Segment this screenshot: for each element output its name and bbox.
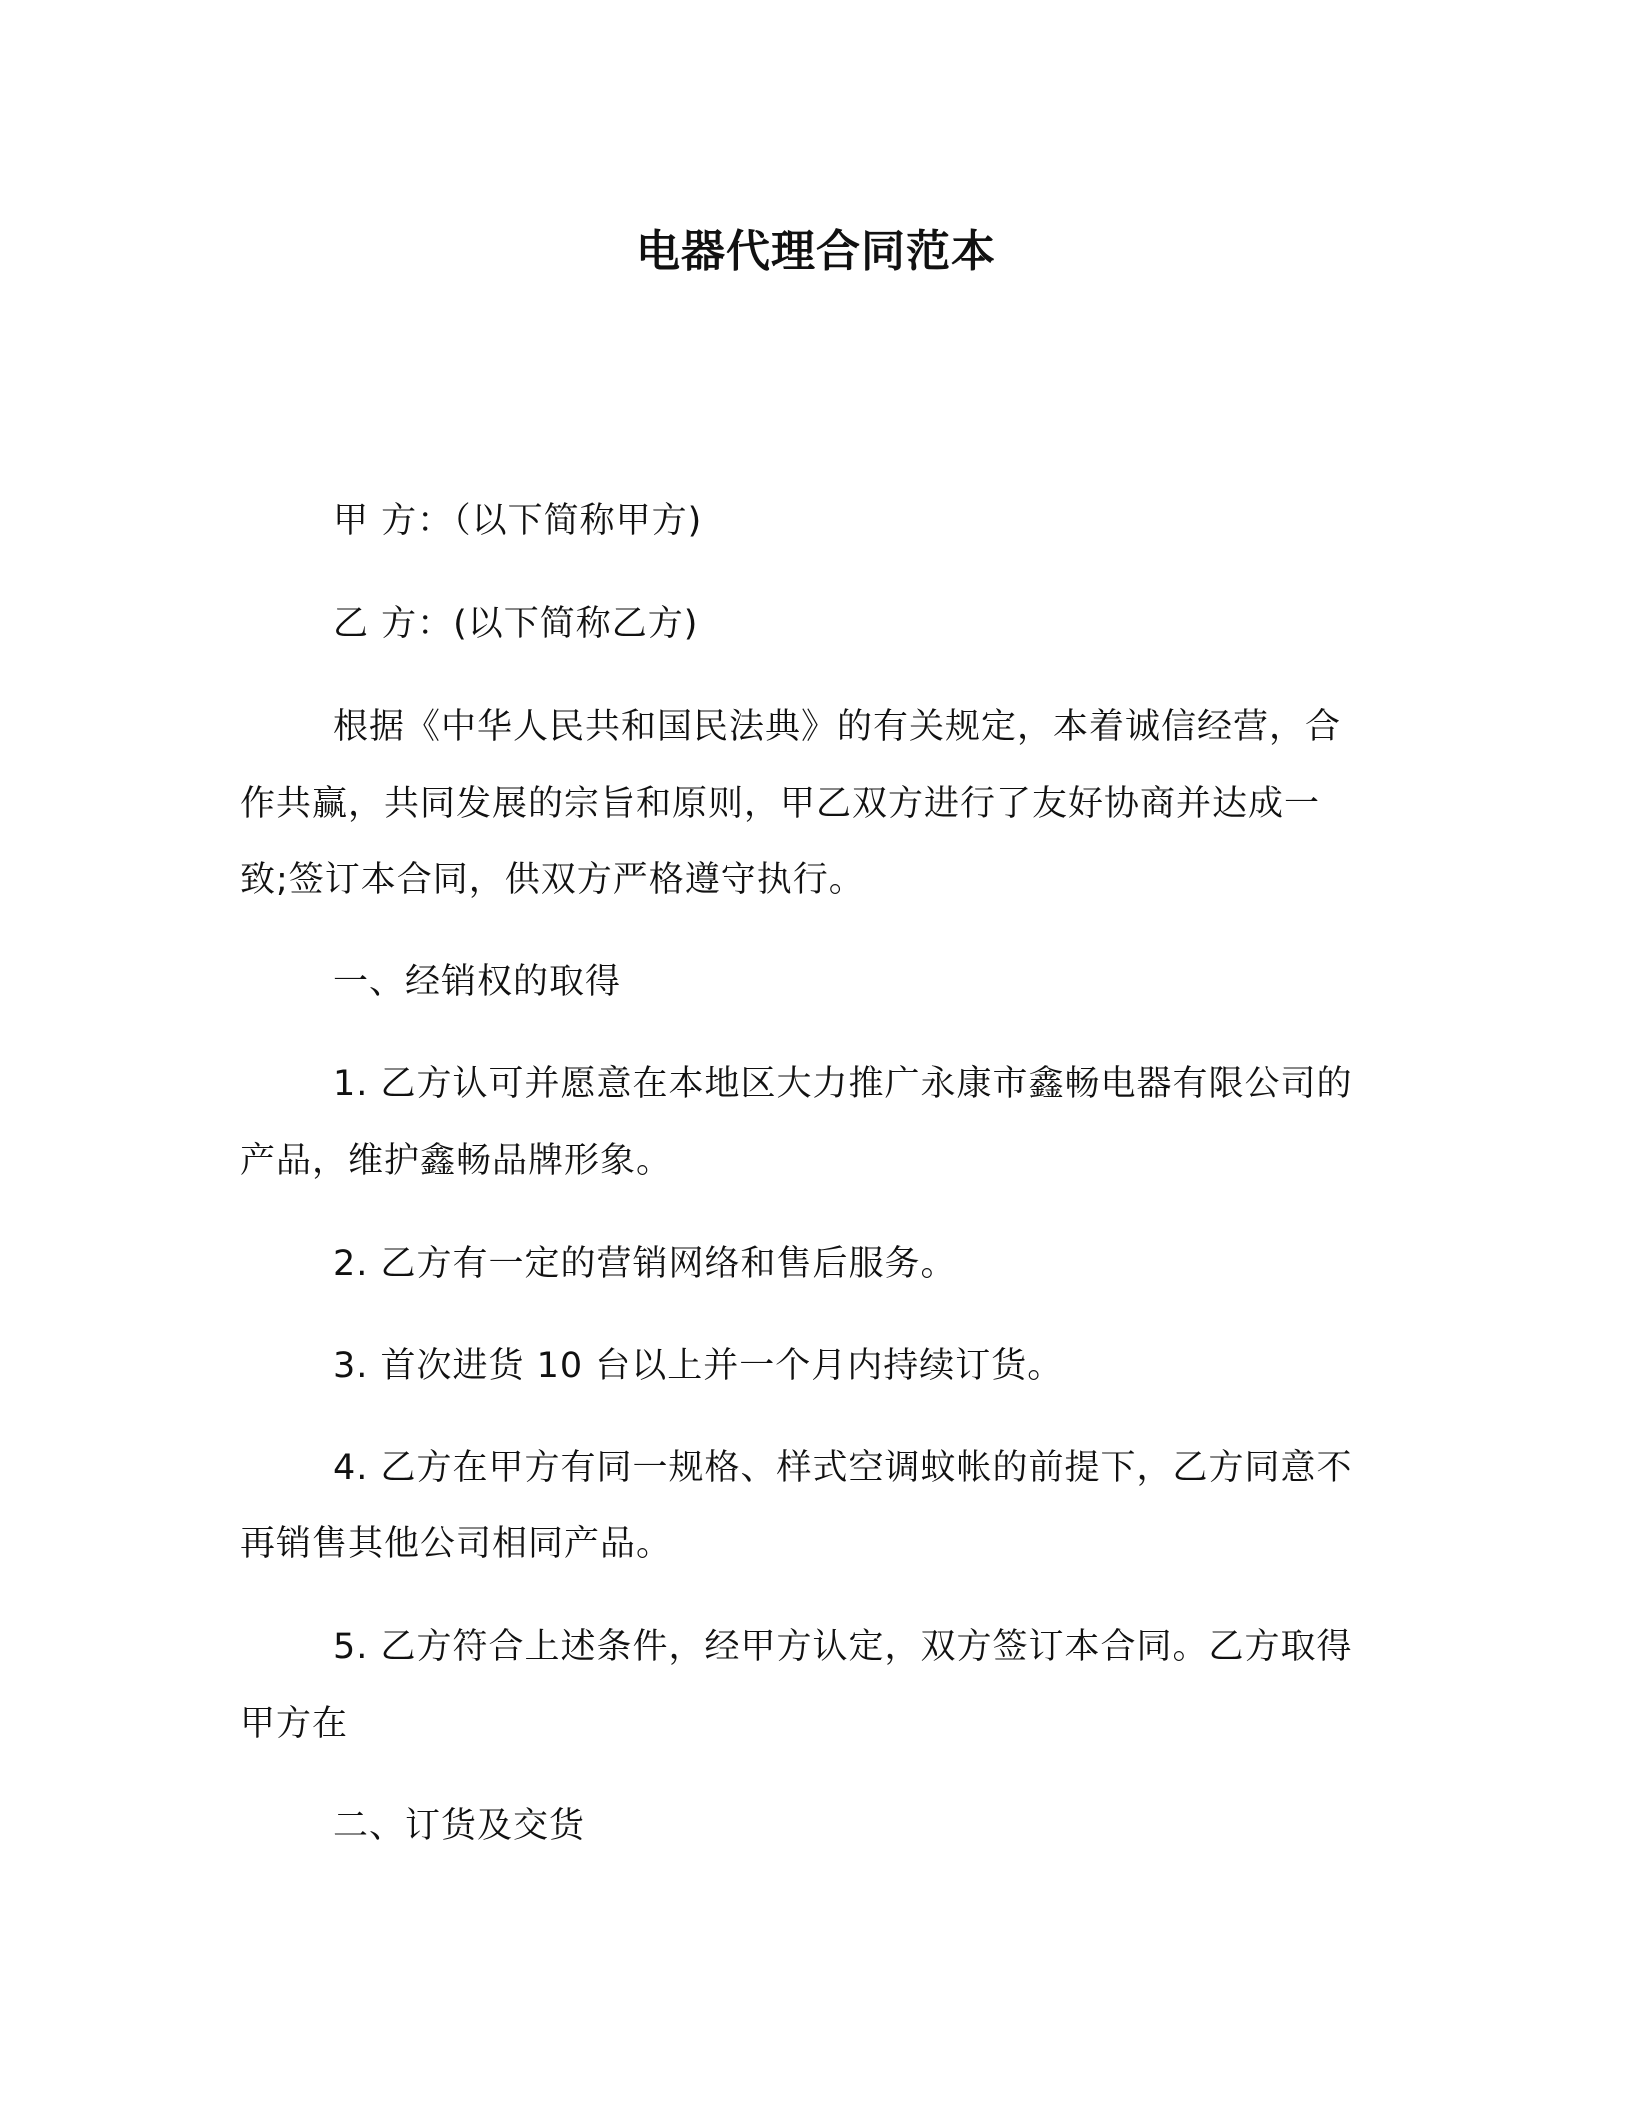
clause-2: 2. 乙方有一定的营销网络和售后服务。 [333, 1244, 957, 1284]
section-heading-2: 二、订货及交货 [333, 1806, 586, 1846]
clause-1-line-1: 1. 乙方认可并愿意在本地区大力推广永康市鑫畅电器有限公司的 [333, 1064, 1353, 1104]
document-title: 电器代理合同范本 [636, 226, 996, 277]
clause-5-line-2: 甲方在 [240, 1704, 349, 1744]
section-heading-1: 一、经销权的取得 [333, 962, 622, 1002]
party-b-line: 乙 方：(以下简称乙方) [333, 604, 699, 644]
clause-5-line-1: 5. 乙方符合上述条件，经甲方认定，双方签订本合同。乙方取得 [333, 1627, 1353, 1667]
clause-1-line-2: 产品，维护鑫畅品牌形象。 [240, 1141, 673, 1181]
preamble-line-1: 根据《中华人民共和国民法典》的有关规定，本着诚信经营，合 [333, 707, 1342, 747]
preamble-line-3: 致;签订本合同，供双方严格遵守执行。 [240, 860, 865, 900]
preamble-line-2: 作共赢，共同发展的宗旨和原则，甲乙双方进行了友好协商并达成一 [240, 784, 1321, 824]
party-a-line: 甲 方：（以下简称甲方) [333, 501, 703, 541]
clause-3: 3. 首次进货 10 台以上并一个月内持续订货。 [333, 1346, 1064, 1386]
clause-4-line-2: 再销售其他公司相同产品。 [240, 1524, 673, 1564]
clause-4-line-1: 4. 乙方在甲方有同一规格、样式空调蚊帐的前提下，乙方同意不 [333, 1448, 1353, 1488]
